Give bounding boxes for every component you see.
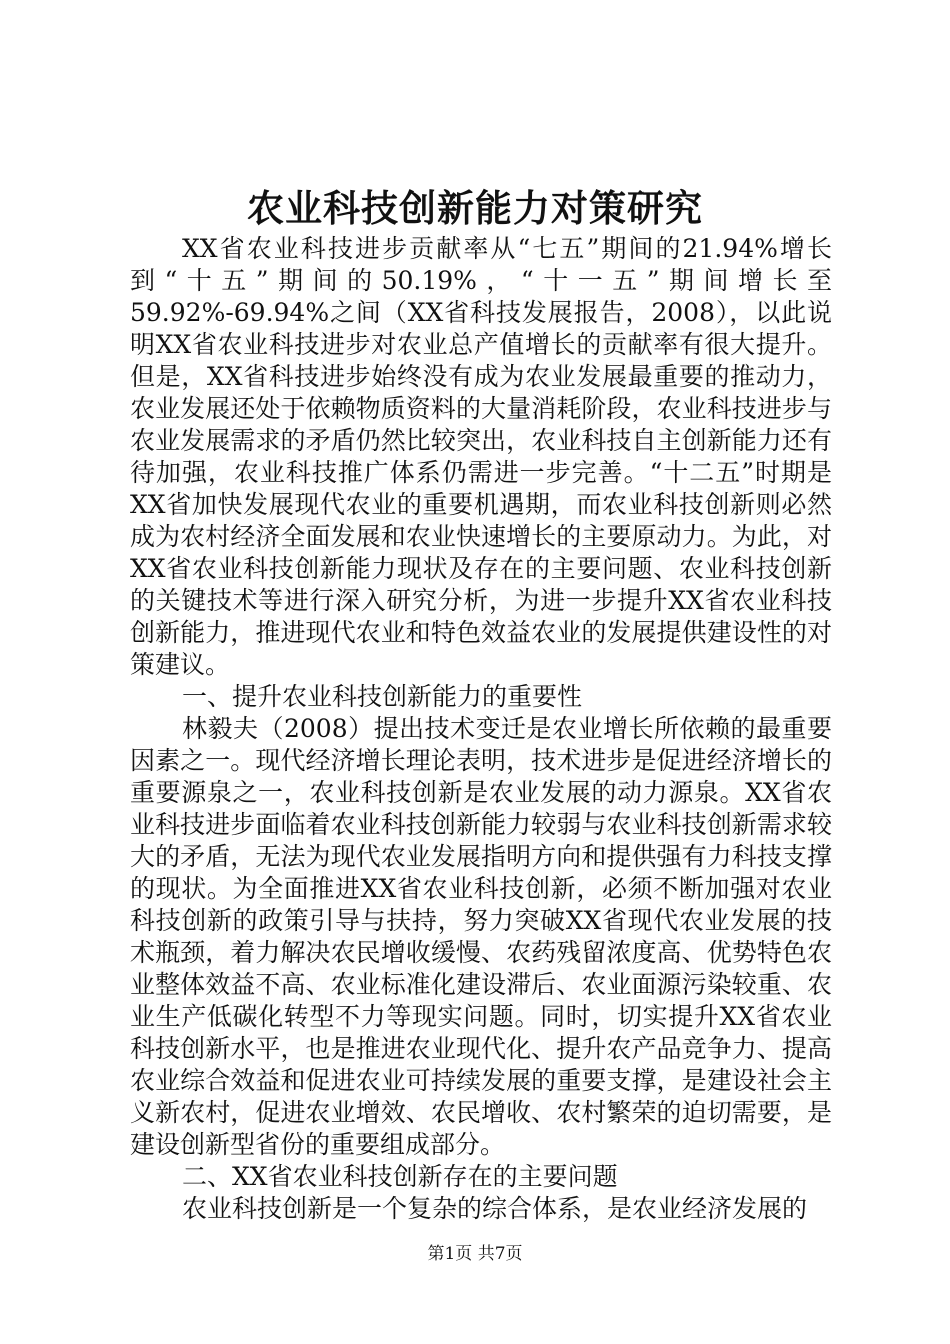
section-1-paragraph: 林毅夫（2008）提出技术变迁是农业增长所依赖的最重要因素之一。现代经济增长理论表明，技术进步是促进经济增长的重要源泉之一，农业科技创新是农业发展的动力源泉。XX省农业科技进步面临着农业科技创新能力较弱与农业科技创新需求较大的矛盾，无法为现代农业发展指明方向和提供强有力科技支撑的现状。为全面推进XX省农业科技创新，必须不断加强对农业科技创新的政策引导与扶持，努力突破XX省现代农业发展的技术瓶颈，着力解决农民增收缓慢、农药残留浓度高、优势特色农业整体效益不高、农业标准化建设滞后、农业面源污染较重、农业生产低碳化转型不力等现实问题。同时，切实提升XX省农业科技创新水平，也是推进农业现代化、提升农产品竞争力、提高农业综合效益和促进农业可持续发展的重要支撑，是建设社会主义新农村，促进农业增效、农民增收、农村繁荣的迫切需要，是建设创新型省份的重要组成部分。 (130, 714, 832, 1159)
intro-paragraph: XX省农业科技进步贡献率从“七五”期间的21.94%增长到“十五”期间的50.19%，“十一五”期间增长至59.92%-69.94%之间（XX省科技发展报告，2008），以此说明XX省农业科技进步对农业总产值增长的贡献率有很大提升。但是，XX省科技进步始终没有成为农业发展最重要的推动力，农业发展还处于依赖物质资料的大量消耗阶段，农业科技进步与农业发展需求的矛盾仍然比较突出，农业科技自主创新能力还有待加强，农业科技推广体系仍需进一步完善。“十二五”时期是XX省加快发展现代农业的重要机遇期，而农业科技创新则必然成为农村经济全面发展和农业快速增长的主要原动力。为此，对XX省农业科技创新能力现状及存在的主要问题、农业科技创新的关键技术等进行深入研究分析，为进一步提升XX省农业科技创新能力，推进现代农业和特色效益农业的发展提供建设性的对策建议。 (130, 234, 832, 679)
section-heading-1: 一、提升农业科技创新能力的重要性 (182, 682, 583, 711)
document-title: 农业科技创新能力对策研究 (247, 186, 703, 230)
document-body (130, 233, 832, 1225)
section-heading-2: 二、XX省农业科技创新存在的主要问题 (182, 1162, 618, 1191)
page-footer: 第1页 共7页 (427, 1244, 523, 1264)
section-2-paragraph: 农业科技创新是一个复杂的综合体系，是农业经济发展的 (182, 1194, 808, 1223)
